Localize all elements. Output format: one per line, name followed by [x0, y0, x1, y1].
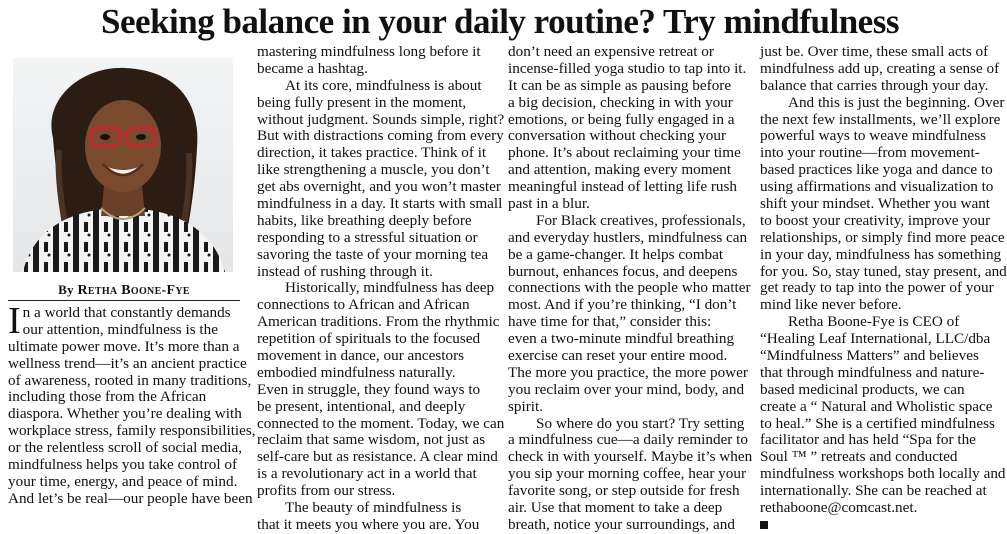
text-line: emotions, or being fully engaged in a [508, 110, 735, 128]
text-line: that through mindfulness and nature- [760, 363, 985, 381]
text-line: using affirmations and visualization to [760, 178, 994, 196]
text-line: relationships, or simply find more peace [760, 228, 1005, 246]
text-line: or the relentless scroll of social media, [8, 439, 243, 457]
text-line: get abs overnight, and you won’t master [257, 178, 501, 196]
text-line: self-care but as resistance. A clear mind [257, 448, 498, 466]
text-line: have time for that,” consider this: [508, 313, 712, 331]
article-column-3 [508, 43, 753, 534]
text-line: of awareness, rooted in many traditions, [8, 371, 252, 389]
headline: Seeking balance in your daily routine? Try mindfulness [101, 2, 899, 41]
text-line: for you. So, stay tuned, stay present, and [760, 262, 1007, 280]
text-line: based medicinal products, we can [760, 380, 965, 398]
text-line: Soul ™ ” retreats and conducted [760, 448, 958, 466]
text-line: burnout, enhances focus, and deepens [508, 262, 738, 280]
text-line: exercise can reset your entire mood. [508, 347, 728, 365]
text-line: mastering mindfulness long before it [257, 43, 481, 60]
text-line: For Black creatives, professionals, [536, 211, 746, 229]
text-line: The beauty of mindfulness is [285, 499, 462, 517]
text-line: habits, like breathing deeply before [257, 211, 472, 229]
text-line: movement in dance, our ancestors [257, 347, 465, 365]
text-line: It can be as simple as pausing before [508, 76, 732, 94]
text-line: shift your mindset. Whether you want [760, 195, 991, 213]
byline-author: Retha Boone-Fye [77, 283, 190, 298]
text-line: rethaboone@comcast.net. [760, 499, 918, 517]
text-line: embodied mindfulness naturally. [257, 363, 456, 381]
text-line: based practices like yoga and dance to [760, 161, 993, 179]
text-line: to heal.” She is a certified mindfulness [760, 414, 995, 432]
text-line: repetition of spirituals to the focused [257, 330, 481, 348]
text-line: reclaim that same wisdom, not just as [257, 431, 486, 449]
text-line: mindfulness helps you take control of [8, 456, 238, 474]
text-line: that it meets you where you are. You [257, 515, 480, 533]
text-line: mindfulness workshops both locally and [760, 465, 1006, 483]
text-line: our attention, mindfulness is the [22, 320, 218, 338]
text-line: air. Use that moment to take a deep [508, 499, 723, 517]
text-line: phone. It’s about reclaiming your time [508, 144, 741, 162]
text-line: the next few installments, we’ll explore [760, 110, 1001, 128]
text-line: you reclaim over your mind, body, and [508, 380, 745, 398]
text-line: became a hashtag. [257, 59, 368, 77]
end-of-article-icon [760, 521, 768, 529]
text-line: don’t need an expensive retreat or [508, 43, 714, 60]
text-line: be present, intentional, and deeply [257, 397, 466, 415]
text-line: create a “ Natural and Wholistic space [760, 397, 993, 415]
text-line: So where do you start? Try setting [536, 414, 745, 432]
text-line: being fully present in the moment, [257, 93, 467, 111]
text-line: without judgment. Sounds simple, right? [257, 110, 505, 128]
text-line: n a world that constantly demands [22, 304, 231, 321]
text-line: incense-filled yoga studio to tap into it. [508, 59, 747, 77]
byline [8, 282, 240, 299]
text-line: American traditions. From the rhythmic [257, 313, 500, 331]
text-line: wellness trend—it’s an ancient practice [8, 354, 247, 372]
text-line: in your day, mindfulness has something [760, 245, 1002, 263]
text-line: instead of rushing through it. [257, 262, 433, 280]
article-column-4 [760, 43, 1007, 534]
article-column-2 [257, 43, 505, 534]
text-line: to boost your creativity, improve your [760, 211, 991, 229]
text-line: a mindfulness cue—a daily reminder to [508, 431, 748, 449]
text-line: And let’s be real—our people have been [8, 489, 253, 507]
text-line: Historically, mindfulness has deep [285, 279, 495, 297]
text-line: mindfulness add up, creating a sense of [760, 59, 1000, 77]
text-line: most. And if you’re thinking, “I don’t [508, 296, 737, 314]
text-line: check in with yourself. Maybe it’s when [508, 448, 753, 466]
text-line: “Mindfulness Matters” and believes [760, 347, 979, 365]
text-line: At its core, mindfulness is about [285, 76, 482, 94]
text-line: “Healing Leaf International, LLC/dba [760, 330, 991, 348]
text-line: a big decision, checking in with your [508, 93, 733, 111]
text-line: spirit. [508, 397, 544, 415]
end-mark-line [760, 517, 996, 534]
text-line: into your routine—from movement- [760, 144, 980, 162]
text-line: including those from the African [8, 388, 207, 406]
text-line: internationally. She can be reached at [760, 482, 987, 500]
text-line: But with distractions coming from every [257, 127, 504, 145]
text-line: past in a blur. [508, 195, 590, 213]
text-line: meaningful instead of letting life rush [508, 178, 738, 196]
text-line: The more you practice, the more power [508, 363, 748, 381]
text-line: like strengthening a muscle, you don’t [257, 161, 490, 179]
text-line: workplace stress, family responsibilities, [8, 422, 256, 440]
text-line: and everyday hustlers, mindfulness can [508, 228, 748, 246]
article-column-1 [8, 300, 256, 508]
byline-divider [8, 300, 240, 301]
text-line: connections with the people who matter [508, 279, 751, 297]
text-line: mind like never before. [760, 296, 902, 314]
text-line: and attention, making every moment [508, 161, 732, 179]
text-line: balance that carries through your day. [760, 76, 989, 94]
text-line: facilitator and has held “Spa for the [760, 431, 976, 449]
text-line: you sip your morning coffee, hear your [508, 465, 747, 483]
text-line: ultimate power move. It’s more than a [8, 337, 240, 355]
text-line: responding to a stressful situation or [257, 228, 478, 246]
text-line: connected to the moment. Today, we can [257, 414, 505, 432]
text-line: direction, it takes practice. Think of it [257, 144, 487, 162]
text-line: is a revolutionary act in a world that [257, 465, 477, 483]
text-line: be a game-changer. It helps combat [508, 245, 724, 263]
text-line: conversation without checking your [508, 127, 727, 145]
byline-prefix: By [58, 282, 74, 297]
text-line: profits from our stress. [257, 482, 396, 500]
author-photo [13, 58, 233, 272]
text-line: favorite song, or step outside for fresh [508, 482, 740, 500]
text-line: Even in struggle, they found ways to [257, 380, 481, 398]
text-line: powerful ways to weave mindfulness [760, 127, 987, 145]
text-line: Retha Boone-Fye is CEO of [788, 313, 960, 331]
drop-cap: I [8, 300, 21, 342]
text-line: even a two-minute mindful breathing [508, 330, 735, 348]
text-line: And this is just the beginning. Over [788, 93, 1005, 111]
author-portrait-image [13, 58, 233, 272]
text-line: just be. Over time, these small acts of [760, 43, 989, 60]
text-line: your time, energy, and peace of mind. [8, 472, 238, 490]
text-line: savoring the taste of your morning tea [257, 245, 489, 263]
text-line: diaspora. Whether you’re dealing with [8, 405, 242, 423]
text-line: mindfulness in a day. It starts with small [257, 195, 503, 213]
text-line: connections to African and African [257, 296, 470, 314]
text-line: breath, notice your surroundings, and [508, 515, 735, 533]
text-line: get ready to tap into the power of your [760, 279, 994, 297]
